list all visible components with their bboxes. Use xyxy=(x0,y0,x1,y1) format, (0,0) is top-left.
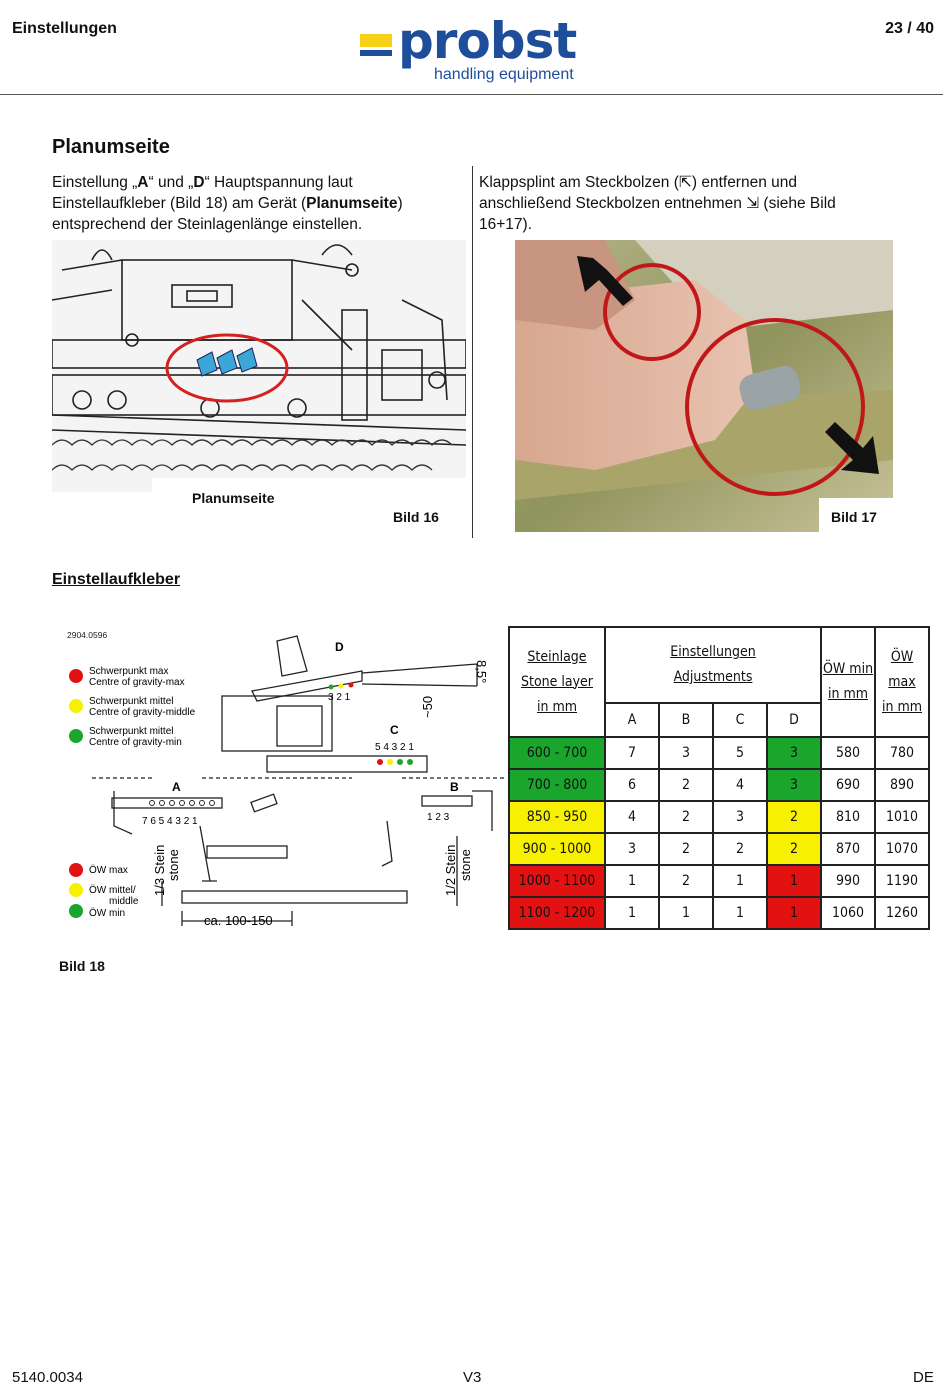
legend-dot-yellow xyxy=(69,699,83,713)
legend-bottom-2b: middle xyxy=(109,896,139,907)
cell-c: 1 xyxy=(713,897,767,929)
logo-yellow-bar xyxy=(360,34,392,47)
figure-16-label: Planumseite xyxy=(192,490,275,506)
legend-dot-red xyxy=(69,669,83,683)
legend-top-3-b: Centre of gravity-min xyxy=(89,737,182,748)
cell-c: 3 xyxy=(713,801,767,833)
c-dot-green xyxy=(397,759,403,765)
figure-17-caption: Bild 17 xyxy=(831,509,877,525)
legend-top-2-b: Centre of gravity-middle xyxy=(89,707,196,718)
cell-range: 600 - 700 xyxy=(509,737,605,769)
header-col-a: A xyxy=(605,703,659,737)
cell-d: 2 xyxy=(767,801,821,833)
footer-version: V3 xyxy=(463,1369,482,1386)
bold-planumseite: Planumseite xyxy=(306,195,398,212)
header-line: Einstellungen xyxy=(670,644,756,660)
table-row xyxy=(509,897,929,929)
text-run: Einstellung „ xyxy=(52,174,138,191)
header-divider xyxy=(0,94,943,95)
cell-b: 3 xyxy=(659,737,713,769)
legend-bottom-3: ÖW min xyxy=(89,908,126,919)
figure-18-sticker-drawing xyxy=(52,626,504,942)
c-dot-green-2 xyxy=(407,759,413,765)
header-ow-min xyxy=(821,627,875,737)
header-stone-layer xyxy=(509,627,605,737)
cell-min: 1060 xyxy=(821,897,875,929)
cell-range: 850 - 950 xyxy=(509,801,605,833)
cell-d: 3 xyxy=(767,737,821,769)
legend-bottom-dot-green xyxy=(69,904,83,918)
footer-language: DE xyxy=(913,1369,934,1386)
label-b-numbers: 1 2 3 xyxy=(427,812,450,823)
cell-max: 890 xyxy=(875,769,929,801)
sticker-code: 2904.0596 xyxy=(67,630,108,640)
label-right-stone-2: stone xyxy=(458,849,473,881)
cell-max: 1070 xyxy=(875,833,929,865)
instruction-text-right: Klappsplint am Steckbolzen (⇱) entfernen und anschließend Steckbolzen entnehmen ⇲ (siehe Bild 16+17). xyxy=(479,174,836,233)
figure-16-caption: Bild 16 xyxy=(393,509,439,525)
header-line: Steinlage xyxy=(527,648,587,665)
text-run: “ Hauptspannung laut Einstellaufkleber (Bild 18) am Gerät ( xyxy=(52,174,353,212)
cell-a: 6 xyxy=(605,769,659,801)
label-a-numbers: 7 6 5 4 3 2 1 xyxy=(142,816,198,827)
header-section-title: Einstellungen xyxy=(12,20,117,37)
bold-setting-d: D xyxy=(193,174,205,191)
legend-dot-green xyxy=(69,729,83,743)
header-line: Adjustments xyxy=(673,669,753,685)
settings-table xyxy=(508,626,930,930)
d-dot-green xyxy=(329,685,334,690)
cell-max: 1010 xyxy=(875,801,929,833)
table-row xyxy=(509,769,929,801)
logo-wordmark: probst xyxy=(398,12,577,70)
text-run: ) entsprechend der Steinlagenlänge einstellen. xyxy=(52,195,403,233)
d-dot-yellow xyxy=(339,684,344,689)
header-line: in mm xyxy=(536,698,578,715)
label-c: C xyxy=(390,723,399,737)
cell-min: 870 xyxy=(821,833,875,865)
cell-c: 2 xyxy=(713,833,767,865)
header-line: ÖW min xyxy=(822,661,874,677)
label-angle: 8,5° xyxy=(474,660,489,684)
label-width: ca. 100-150 xyxy=(204,913,273,928)
cell-max: 1260 xyxy=(875,897,929,929)
footer-doc-number: 5140.0034 xyxy=(12,1369,83,1386)
cell-d: 3 xyxy=(767,769,821,801)
cell-d: 1 xyxy=(767,897,821,929)
figure-16-machine-drawing xyxy=(52,240,466,492)
cell-range: 1100 - 1200 xyxy=(509,897,605,929)
cell-d: 1 xyxy=(767,865,821,897)
header-col-d: D xyxy=(767,703,821,737)
cell-b: 1 xyxy=(659,897,713,929)
header-line: Stone layer xyxy=(521,673,593,690)
cell-min: 810 xyxy=(821,801,875,833)
header-col-b: B xyxy=(659,703,713,737)
c-dot-yellow xyxy=(387,759,393,765)
cell-range: 1000 - 1100 xyxy=(509,865,605,897)
cell-range: 900 - 1000 xyxy=(509,833,605,865)
page-number: 23 / 40 xyxy=(885,20,934,37)
label-left-stone-2: stone xyxy=(166,849,181,881)
cell-min: 990 xyxy=(821,865,875,897)
cell-max: 780 xyxy=(875,737,929,769)
legend-top-1-a: Schwerpunkt max xyxy=(89,666,169,677)
legend-top-1-b: Centre of gravity-max xyxy=(89,677,185,688)
cell-a: 7 xyxy=(605,737,659,769)
header-ow-max xyxy=(875,627,929,737)
cell-range: 700 - 800 xyxy=(509,769,605,801)
cell-a: 3 xyxy=(605,833,659,865)
table-row xyxy=(509,833,929,865)
cell-b: 2 xyxy=(659,769,713,801)
label-right-stone-1: 1/2 Stein xyxy=(443,844,458,896)
cell-a: 1 xyxy=(605,865,659,897)
table-row xyxy=(509,737,929,769)
label-d-numbers: 3 2 1 xyxy=(328,692,351,703)
table-row xyxy=(509,801,929,833)
cell-b: 2 xyxy=(659,865,713,897)
cell-max: 1190 xyxy=(875,865,929,897)
legend-top-3-a: Schwerpunkt mittel xyxy=(89,726,174,737)
logo-tagline: handling equipment xyxy=(434,66,574,83)
label-b: B xyxy=(450,780,459,794)
legend-top-2-a: Schwerpunkt mittel xyxy=(89,696,174,707)
probst-logo xyxy=(360,12,590,88)
legend-bottom-dot-red xyxy=(69,863,83,877)
legend-bottom-dot-yellow xyxy=(69,883,83,897)
header-col-c: C xyxy=(713,703,767,737)
table-row xyxy=(509,865,929,897)
cell-b: 2 xyxy=(659,833,713,865)
header-settings xyxy=(605,627,821,703)
label-a: A xyxy=(172,780,181,794)
c-dot-red xyxy=(377,759,383,765)
d-dot-red xyxy=(349,683,354,688)
header-line: in mm xyxy=(827,686,869,702)
figure-18-caption: Bild 18 xyxy=(59,958,105,974)
header-line: in mm xyxy=(881,698,923,715)
cell-min: 690 xyxy=(821,769,875,801)
instruction-text-left xyxy=(52,172,462,235)
legend-bottom-2a: ÖW mittel/ xyxy=(89,885,136,896)
section-heading-einstellaufkleber: Einstellaufkleber xyxy=(52,571,181,588)
header-line: ÖW max xyxy=(888,648,916,690)
label-c-numbers: 5 4 3 2 1 xyxy=(375,742,414,753)
column-divider xyxy=(472,166,473,538)
label-d: D xyxy=(335,640,344,654)
cell-c: 5 xyxy=(713,737,767,769)
cell-c: 1 xyxy=(713,865,767,897)
cell-a: 1 xyxy=(605,897,659,929)
logo-blue-bar xyxy=(360,50,392,56)
cell-c: 4 xyxy=(713,769,767,801)
cell-a: 4 xyxy=(605,801,659,833)
text-run: “ und „ xyxy=(148,174,194,191)
figure-17-photo xyxy=(515,240,893,532)
pin-removal-photo xyxy=(515,240,893,532)
cell-b: 2 xyxy=(659,801,713,833)
cell-min: 580 xyxy=(821,737,875,769)
label-distance: ~50 xyxy=(420,695,435,718)
label-left-stone-1: 1/3 Stein xyxy=(152,844,167,896)
section-heading-planumseite: Planumseite xyxy=(52,136,170,158)
sticker-diagram xyxy=(52,626,504,942)
machine-line-drawing xyxy=(52,240,466,492)
legend-bottom-1: ÖW max xyxy=(89,865,128,876)
bold-setting-a: A xyxy=(137,174,149,191)
cell-d: 2 xyxy=(767,833,821,865)
